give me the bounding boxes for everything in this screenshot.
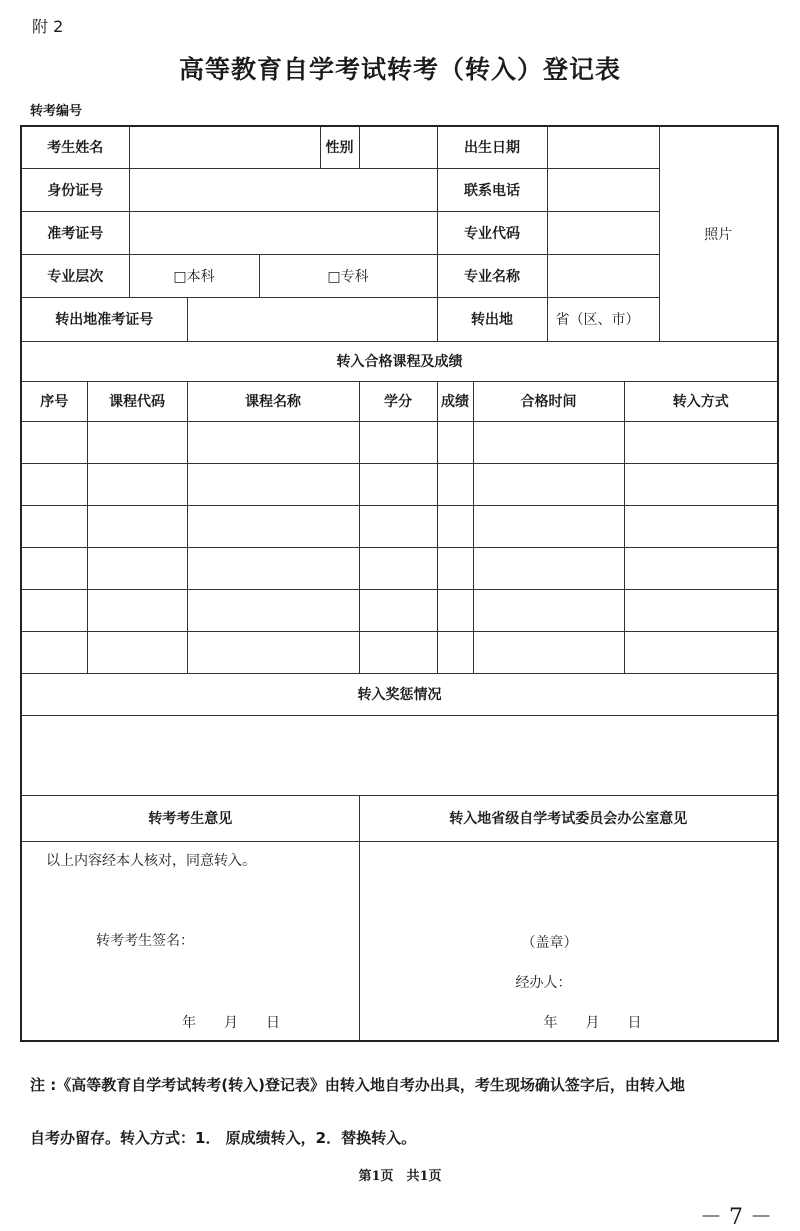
course-cell[interactable] xyxy=(624,589,778,631)
phone-field[interactable] xyxy=(547,168,659,211)
course-cell[interactable] xyxy=(187,505,359,547)
course-cell[interactable] xyxy=(359,463,437,505)
name-field[interactable] xyxy=(129,126,320,168)
course-cell[interactable] xyxy=(473,421,624,463)
major-level-label: 专业层次 xyxy=(21,254,129,297)
office-date-label: 年 月 日 xyxy=(543,1014,642,1031)
course-cell[interactable] xyxy=(473,547,624,589)
major-code-field[interactable] xyxy=(547,211,659,254)
student-date-label: 年 月 日 xyxy=(182,1014,280,1031)
course-cell[interactable] xyxy=(624,463,778,505)
course-cell[interactable] xyxy=(359,505,437,547)
birth-date-label: 出生日期 xyxy=(437,126,547,168)
table-row xyxy=(21,421,778,463)
course-cell[interactable] xyxy=(21,589,87,631)
id-number-label: 身份证号 xyxy=(21,168,129,211)
course-cell[interactable] xyxy=(359,547,437,589)
course-cell[interactable] xyxy=(87,589,187,631)
office-handler-label: 经办人： xyxy=(515,974,572,991)
gender-label: 性别 xyxy=(320,126,359,168)
major-code-label: 专业代码 xyxy=(437,211,547,254)
table-row xyxy=(21,589,778,631)
transfer-number-label: 转考编号 xyxy=(30,104,83,119)
bachelor-checkbox[interactable]: □本科 xyxy=(129,254,259,297)
registration-form-table xyxy=(20,125,779,1042)
course-cell[interactable] xyxy=(187,547,359,589)
rewards-field[interactable] xyxy=(21,715,778,795)
office-seal-label: （盖章） xyxy=(521,934,578,951)
course-cell[interactable] xyxy=(437,421,473,463)
course-cell[interactable] xyxy=(437,463,473,505)
courses-header-row xyxy=(21,381,778,421)
name-label: 考生姓名 xyxy=(21,126,129,168)
course-cell[interactable] xyxy=(187,589,359,631)
student-consent-text: 以上内容经本人核对，同意转入。 xyxy=(46,852,256,869)
appendix-label: 附 2 xyxy=(32,17,64,36)
table-row xyxy=(21,631,778,673)
major-name-field[interactable] xyxy=(547,254,659,297)
student-signature-label: 转考考生签名： xyxy=(96,932,194,949)
course-cell[interactable] xyxy=(187,421,359,463)
course-cell[interactable] xyxy=(437,547,473,589)
course-cell[interactable] xyxy=(21,463,87,505)
student-opinion-title: 转考考生意见 xyxy=(21,795,359,841)
course-cell[interactable] xyxy=(21,547,87,589)
office-opinion-title: 转入地省级自学考试委员会办公室意见 xyxy=(359,795,778,841)
birth-date-field[interactable] xyxy=(547,126,659,168)
note-line-1: 注 :《高等教育自学考试转考(转入)登记表》由转入地自考办出具，考生现场确认签字后，由转入地 xyxy=(30,1076,685,1094)
table-row xyxy=(21,463,778,505)
course-cell[interactable] xyxy=(473,631,624,673)
course-cell[interactable] xyxy=(187,631,359,673)
office-opinion-box[interactable] xyxy=(359,841,778,1041)
course-cell[interactable] xyxy=(473,505,624,547)
exam-number-label: 准考证号 xyxy=(21,211,129,254)
origin-exam-number-label: 转出地准考证号 xyxy=(21,297,187,341)
table-row xyxy=(21,547,778,589)
id-number-field[interactable] xyxy=(129,168,437,211)
course-cell[interactable] xyxy=(473,589,624,631)
courses-section-title: 转入合格课程及成绩 xyxy=(21,341,778,381)
course-cell[interactable] xyxy=(359,589,437,631)
phone-label: 联系电话 xyxy=(437,168,547,211)
col-header-transfer-method: 转入方式 xyxy=(624,381,778,421)
col-header-score: 成绩 xyxy=(437,381,473,421)
course-cell[interactable] xyxy=(87,463,187,505)
rewards-section-title: 转入奖惩情况 xyxy=(21,673,778,715)
course-cell[interactable] xyxy=(87,631,187,673)
col-header-index: 序号 xyxy=(21,381,87,421)
course-cell[interactable] xyxy=(437,631,473,673)
note-line-2: 自考办留存。转入方式：1． 原成绩转入，2．替换转入。 xyxy=(30,1129,417,1147)
course-cell[interactable] xyxy=(87,547,187,589)
photo-box: 照片 xyxy=(659,126,778,341)
exam-number-field[interactable] xyxy=(129,211,437,254)
course-cell[interactable] xyxy=(359,421,437,463)
student-opinion-box[interactable] xyxy=(21,841,359,1041)
table-row xyxy=(21,505,778,547)
col-header-credits: 学分 xyxy=(359,381,437,421)
course-cell[interactable] xyxy=(187,463,359,505)
course-cell[interactable] xyxy=(624,421,778,463)
origin-exam-number-field[interactable] xyxy=(187,297,437,341)
course-cell[interactable] xyxy=(624,505,778,547)
course-cell[interactable] xyxy=(21,631,87,673)
course-cell[interactable] xyxy=(87,505,187,547)
major-name-label: 专业名称 xyxy=(437,254,547,297)
origin-field[interactable]: 省（区、市） xyxy=(547,297,659,341)
course-cell[interactable] xyxy=(359,631,437,673)
course-cell[interactable] xyxy=(624,547,778,589)
associate-checkbox[interactable]: □专科 xyxy=(259,254,437,297)
col-header-course-code: 课程代码 xyxy=(87,381,187,421)
page-number: － 7 － xyxy=(700,1205,772,1230)
col-header-course-name: 课程名称 xyxy=(187,381,359,421)
gender-field[interactable] xyxy=(359,126,437,168)
origin-label: 转出地 xyxy=(437,297,547,341)
course-cell[interactable] xyxy=(624,631,778,673)
course-cell[interactable] xyxy=(21,421,87,463)
col-header-pass-date: 合格时间 xyxy=(473,381,624,421)
course-cell[interactable] xyxy=(437,589,473,631)
form-title: 高等教育自学考试转考（转入）登记表 xyxy=(178,55,621,84)
course-cell[interactable] xyxy=(437,505,473,547)
page-info: 第1页 共1页 xyxy=(358,1169,442,1184)
course-cell[interactable] xyxy=(21,505,87,547)
course-cell[interactable] xyxy=(473,463,624,505)
course-cell[interactable] xyxy=(87,421,187,463)
